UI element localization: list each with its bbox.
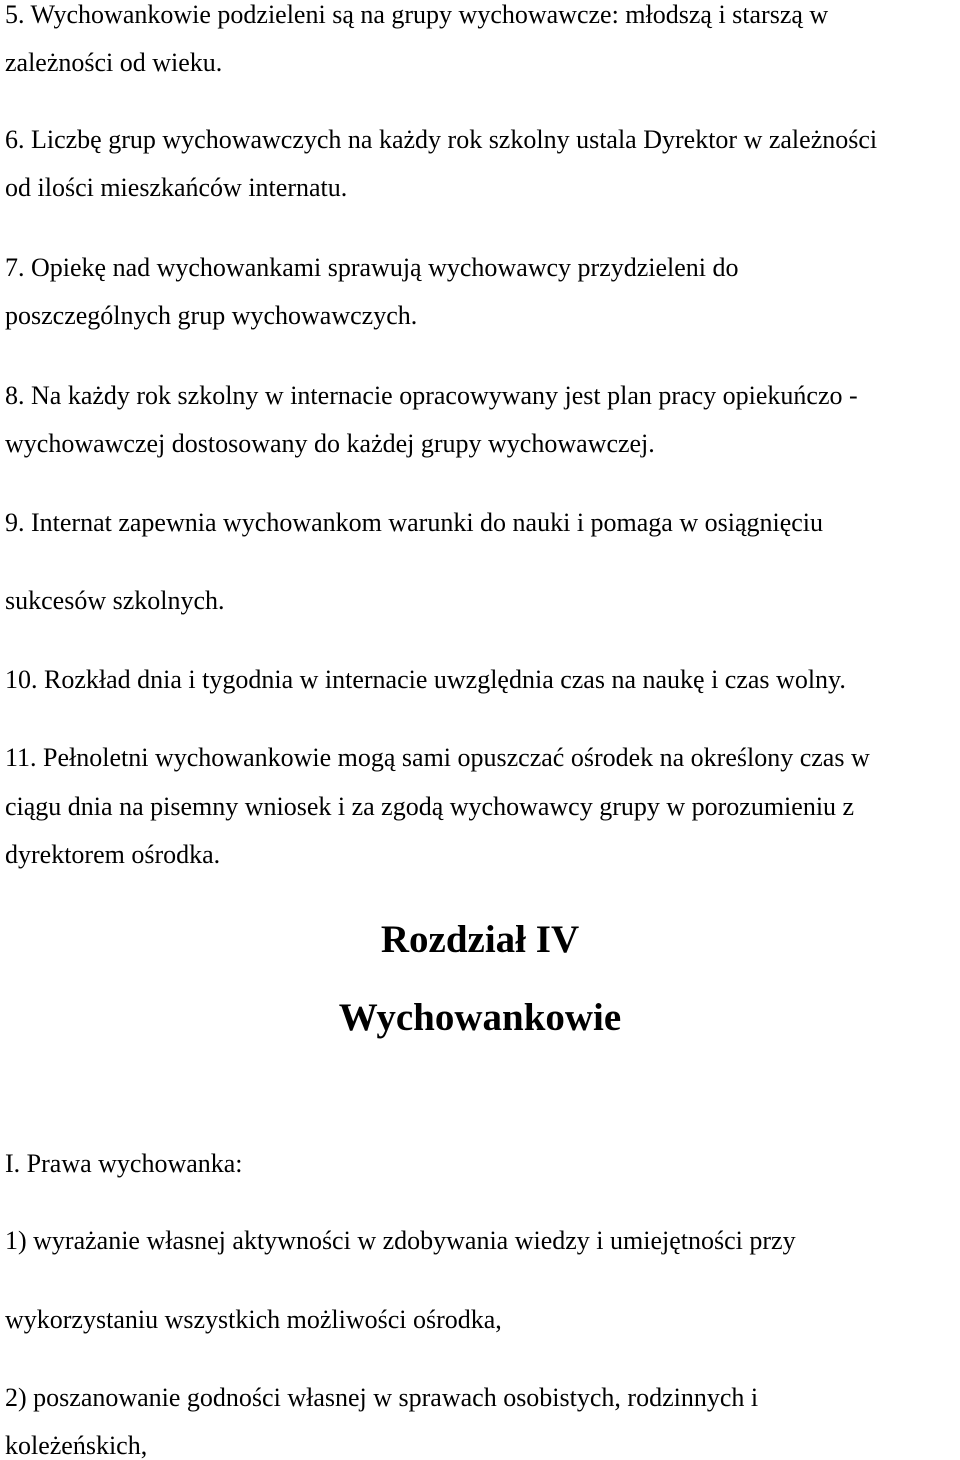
text-line: 8. Na każdy rok szkolny w internacie opracowywany jest plan pracy opiekuńczo - (5, 381, 858, 410)
text-line: 9. Internat zapewnia wychowankom warunki do nauki i pomaga w osiągnięciu (5, 508, 824, 537)
text-line: 1) wyrażanie własnej aktywności w zdobywania wiedzy i umiejętności przy (5, 1226, 796, 1255)
text-line: wychowawczej dostosowany do każdej grupy wychowawczej. (5, 429, 655, 458)
text-line: 7. Opiekę nad wychowankami sprawują wychowawcy przydzieleni do (5, 253, 739, 282)
text-line: dyrektorem ośrodka. (5, 840, 221, 869)
text-line: ciągu dnia na pisemny wniosek i za zgodą wychowawcy grupy w porozumieniu z (5, 792, 855, 821)
text-line: od ilości mieszkańców internatu. (5, 173, 348, 202)
text-line: 10. Rozkład dnia i tygodnia w internacie uwzględnia czas na naukę i czas wolny. (5, 665, 846, 694)
chapter-title: Wychowankowie (338, 996, 622, 1039)
section-heading: I. Prawa wychowanka: (5, 1149, 243, 1178)
chapter-number: Rozdział IV (380, 918, 580, 961)
text-line: 11. Pełnoletni wychowankowie mogą sami opuszczać ośrodek na określony czas w (5, 743, 870, 772)
text-line: poszczególnych grup wychowawczych. (5, 301, 418, 330)
text-line: wykorzystaniu wszystkich możliwości ośrodka, (5, 1305, 502, 1334)
text-line: 6. Liczbę grup wychowawczych na każdy rok szkolny ustala Dyrektor w zależności (5, 125, 878, 154)
text-line: koleżeńskich, (5, 1431, 148, 1460)
text-line: 2) poszanowanie godności własnej w sprawach osobistych, rodzinnych i (5, 1383, 759, 1412)
text-line: sukcesów szkolnych. (5, 586, 225, 615)
text-line: 5. Wychowankowie podzieleni są na grupy wychowawcze: młodszą i starszą w (5, 0, 829, 29)
text-line: zależności od wieku. (5, 48, 223, 77)
